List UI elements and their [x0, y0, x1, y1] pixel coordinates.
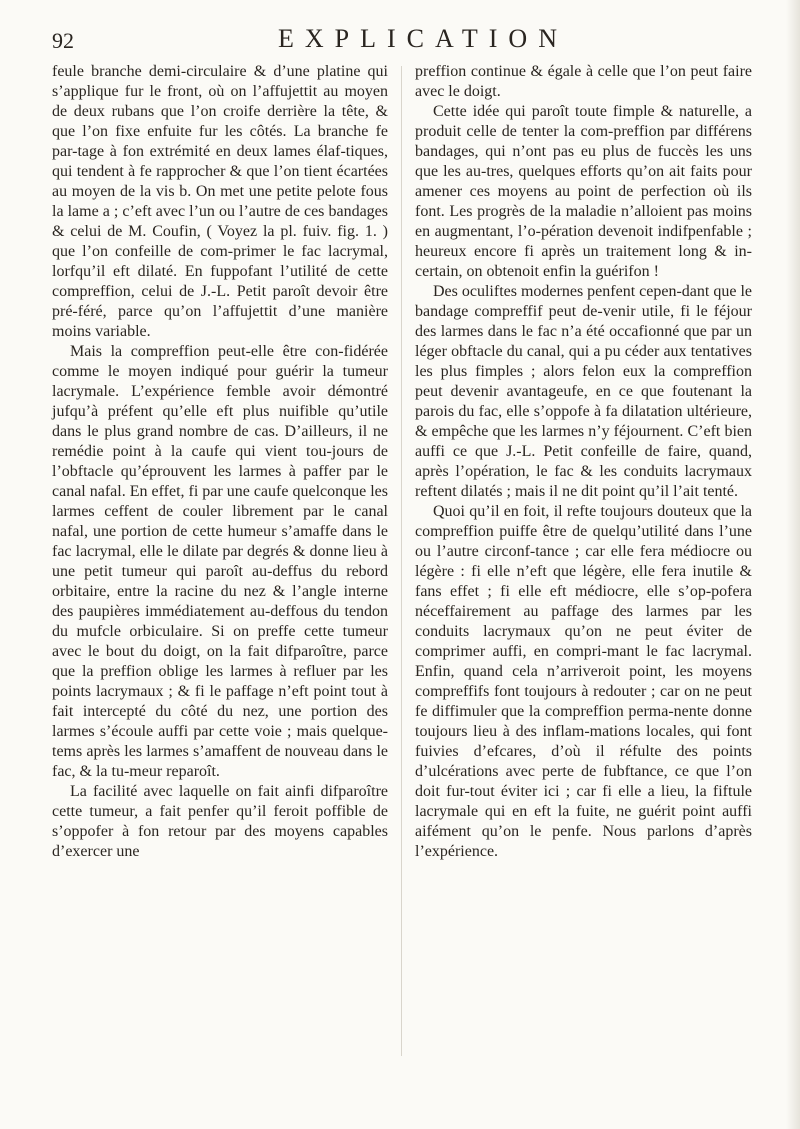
paragraph: La facilité avec laquelle on fait ainfi difparoître cette tumeur, a fait penfer qu’il feroit poffible de s’oppofer à fon retour par des moyens capables d’exercer une — [52, 783, 388, 860]
paragraph: Quoi qu’il en foit, il refte toujours douteux que la compreffion puiffe être de quelqu’utilité dans l’une ou l’autre circonf-tance ; car elle fera médiocre ou légère : fi elle n’eft que légère, elle fera inutile & fans effet ; fi elle eft médiocre, elle s’op-pofera néceffairement au paffage des larmes par les conduits lacrymaux qu’on ne peut éviter de comprimer auffi, en compri-mant le fac lacrymal. Enfin, quand cela n’arriveroit point, les moyens compreffifs font toujours à redouter ; car on ne peut fe diffimuler que la compreffion perma-nente donne toujours lieu à des inflam-mations locales, qui font fuivies d’efcares, d’où il réfulte des points d’ulcérations avec perte de fubftance, ce que l’on doit fur-tout éviter ici ; car fi elle a lieu, la fiftule lacrymale qui en eft la fuite, ne guérit point auffi aifément qu’on le penfe. Nous parlons d’après l’expérience. — [415, 503, 752, 860]
left-column — [52, 62, 388, 862]
paragraph: Mais la compreffion peut-elle être con-fidérée comme le moyen indiqué pour guérir la tumeur lacrymale. L’expérience femble avoir démontré jufqu’à préfent qu’elle eft plus nuifible qu’utile dans le plus grand nombre de cas. D’ailleurs, il ne remédie point à la caufe qui vient tou-jours de l’obftacle qu’éprouvent les larmes à paffer par le canal nafal. En effet, fi par une caufe quelconque les larmes ceffent de couler librement par le canal nafal, une portion de cette humeur s’amaffe dans le fac lacrymal, elle le dilate par degrés & donne lieu à une petit tumeur qui paroît au-deffus du rebord orbitaire, entre la racine du nez & l’angle interne des paupières immédiatement au-deffous du tendon du mufcle orbiculaire. Si on preffe cette tumeur avec le bout du doigt, on la fait difparoître, parce que la preffion oblige les larmes à refluer par les points lacrymaux ; & fi le paffage n’eft point tout à fait intercepté du côté du nez, une portion des larmes s’écoule auffi par cette voie ; mais quelque-tems après les larmes s’amaffent de nouveau dans le fac, & la tu-meur reparoît. — [52, 343, 388, 780]
page-edge-shadow — [786, 0, 800, 1129]
paragraph: Des oculiftes modernes penfent cepen-dant que le bandage compreffif peut de-venir utile, fi le féjour des larmes dans le fac n’a été occafionné que par un léger obftacle du canal, qui a pu céder aux tentatives les plus fimples ; alors felon eux la compreffion peut devenir avantageufe, en ce que foutenant la parois du fac, elle s’oppofe à fa dilatation ultérieure, & empêche que les larmes n’y féjournent. C’eft bien auffi ce que J.-L. Petit confeille de faire, quand, après l’opération, le fac & les conduits lacrymaux reftent dilatés ; mais il ne dit point qu’il l’ait tenté. — [415, 283, 752, 500]
paragraph: preffion continue & égale à celle que l’on peut faire avec le doigt. — [415, 63, 752, 100]
page-number: 92 — [52, 28, 74, 53]
paragraph: feule branche demi-circulaire & d’une platine qui s’applique fur le front, où on l’affujettit au moyen de deux rubans que l’on croife derrière la tête, & que l’on fixe enfuite fur les côtés. La branche fe par-tage à fon extrémité en deux lames élaf-tiques, qui tendent à fe rapprocher & que l’on tient écartées au moyen de la vis b. On met une petite pelote fous la lame a ; c’eft avec l’un ou l’autre de ces bandages & celui de M. Coufin, ( Voyez la pl. fuiv. fig. 1. ) que l’on confeille de com-primer le fac lacrymal, lorfqu’il eft dilaté. En fuppofant l’utilité de cette compreffion, celui de J.-L. Petit paroît devoir être pré-féré, parce qu’on l’affujettit d’une manière moins variable. — [52, 63, 388, 340]
paragraph: Cette idée qui paroît toute fimple & naturelle, a produit celle de tenter la com-preffion par différens bandages, qui n’ont pas eu plus de fuccès les uns que les au-tres, quelques efforts qu’on ait faits pour amener ces moyens au point de perfection où ils font. Les progrès de la maladie n’alloient pas moins en augmentant, l’o-pération devenoit indifpenfable ; heureux encore fi après un traitement long & in-certain, on obtenoit enfin la guérifon ! — [415, 103, 752, 280]
column-divider — [401, 66, 402, 1056]
running-title: EXPLICATION — [278, 24, 568, 53]
right-column — [415, 62, 752, 862]
page-header — [52, 24, 752, 64]
